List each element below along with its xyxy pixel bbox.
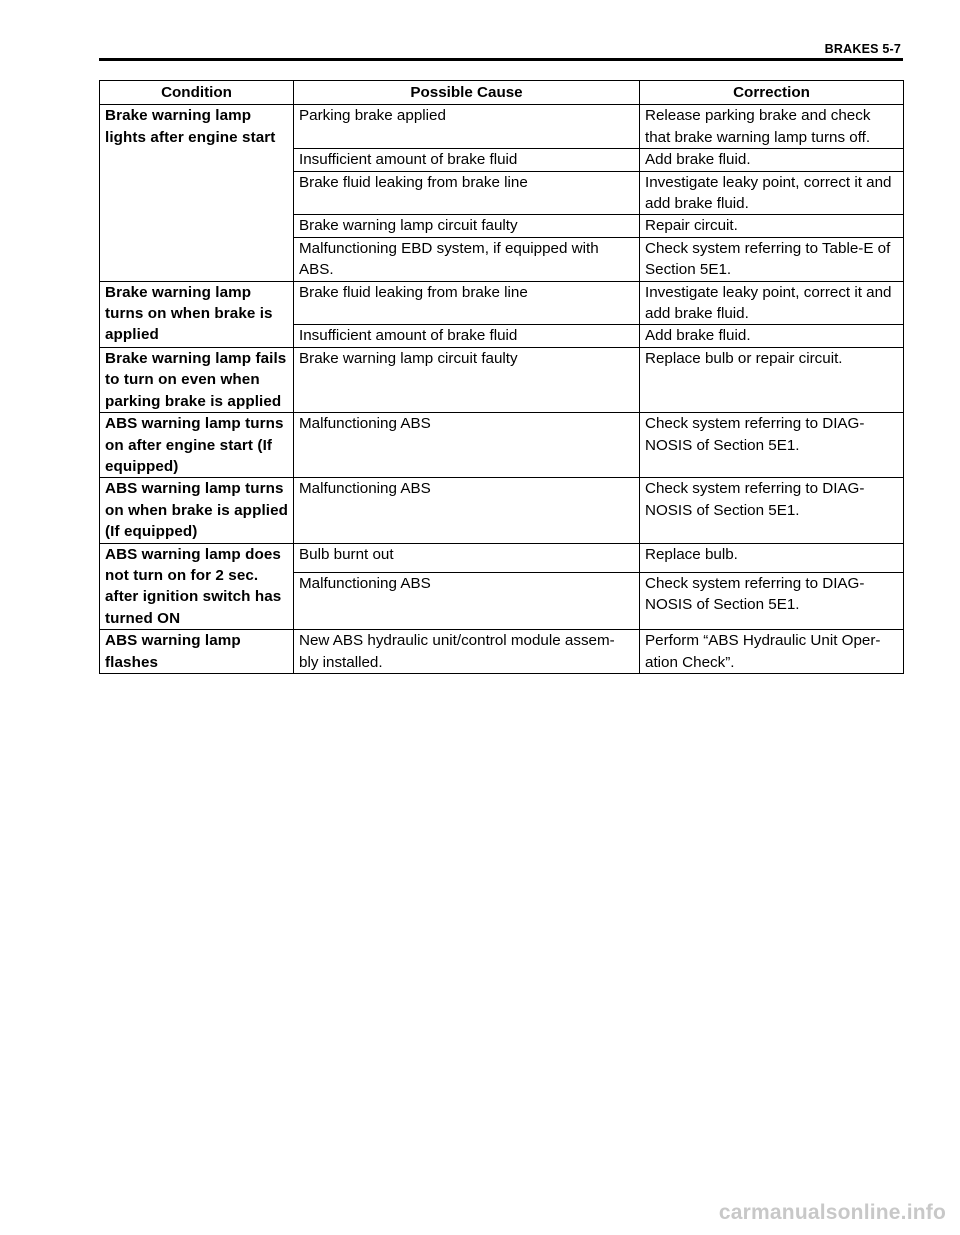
correction-cell: Replace bulb. [640, 543, 904, 572]
correction-cell: Release parking brake and check that brake warning lamp turns off. [640, 105, 904, 149]
cause-cell: Brake warning lamp circuit faulty [294, 215, 640, 237]
column-header-correction: Correction [640, 81, 904, 105]
watermark: carmanualsonline.info [718, 1201, 946, 1224]
condition-cell: Brake warning lamp fails to turn on even when parking brake is applied [100, 347, 294, 412]
cause-cell: Brake warning lamp circuit faulty [294, 347, 640, 412]
table-row [100, 281, 904, 325]
condition-cell: Brake warning lamp lights after engine start [100, 105, 294, 281]
table-row [100, 347, 904, 412]
condition-cell: Brake warning lamp turns on when brake is applied [100, 281, 294, 347]
page-title: BRAKES 5-7 [824, 42, 901, 56]
cause-cell: Bulb burnt out [294, 543, 640, 572]
cause-cell: Parking brake applied [294, 105, 640, 149]
cause-cell: Insufficient amount of brake fluid [294, 149, 640, 171]
table-row [100, 543, 904, 572]
correction-cell: Add brake fluid. [640, 325, 904, 347]
correction-cell: Investigate leaky point, correct it and add brake fluid. [640, 281, 904, 325]
cause-cell: Malfunctioning ABS [294, 478, 640, 543]
condition-cell: ABS warning lamp does not turn on for 2 sec. after ignition switch has turned ON [100, 543, 294, 630]
correction-cell: Check system referring to DIAG-NOSIS of Section 5E1. [640, 478, 904, 543]
table-header-row [100, 81, 904, 105]
correction-cell: Check system referring to DIAG-NOSIS of Section 5E1. [640, 413, 904, 478]
column-header-condition: Condition [100, 81, 294, 105]
cause-cell: Insufficient amount of brake fluid [294, 325, 640, 347]
correction-cell: Replace bulb or repair circuit. [640, 347, 904, 412]
cause-cell: Malfunctioning ABS [294, 572, 640, 629]
cause-cell: New ABS hydraulic unit/control module assem-bly installed. [294, 630, 640, 674]
cause-cell: Malfunctioning EBD system, if equipped with ABS. [294, 237, 640, 281]
table-row [100, 105, 904, 149]
correction-cell: Investigate leaky point, correct it and add brake fluid. [640, 171, 904, 215]
correction-cell: Add brake fluid. [640, 149, 904, 171]
diagnosis-table [99, 80, 904, 674]
page-header [99, 40, 903, 60]
condition-cell: ABS warning lamp flashes [100, 630, 294, 674]
table-row [100, 413, 904, 478]
correction-cell: Repair circuit. [640, 215, 904, 237]
column-header-possible-cause: Possible Cause [294, 81, 640, 105]
correction-cell: Check system referring to DIAG-NOSIS of Section 5E1. [640, 572, 904, 629]
cause-cell: Brake fluid leaking from brake line [294, 281, 640, 325]
condition-cell: ABS warning lamp turns on when brake is applied (If equipped) [100, 478, 294, 543]
correction-cell: Check system referring to Table-E of Section 5E1. [640, 237, 904, 281]
cause-cell: Malfunctioning ABS [294, 413, 640, 478]
header-rule [99, 58, 903, 61]
table-row [100, 630, 904, 674]
table-row [100, 478, 904, 543]
correction-cell: Perform “ABS Hydraulic Unit Oper-ation Check”. [640, 630, 904, 674]
cause-cell: Brake fluid leaking from brake line [294, 171, 640, 215]
condition-cell: ABS warning lamp turns on after engine start (If equipped) [100, 413, 294, 478]
